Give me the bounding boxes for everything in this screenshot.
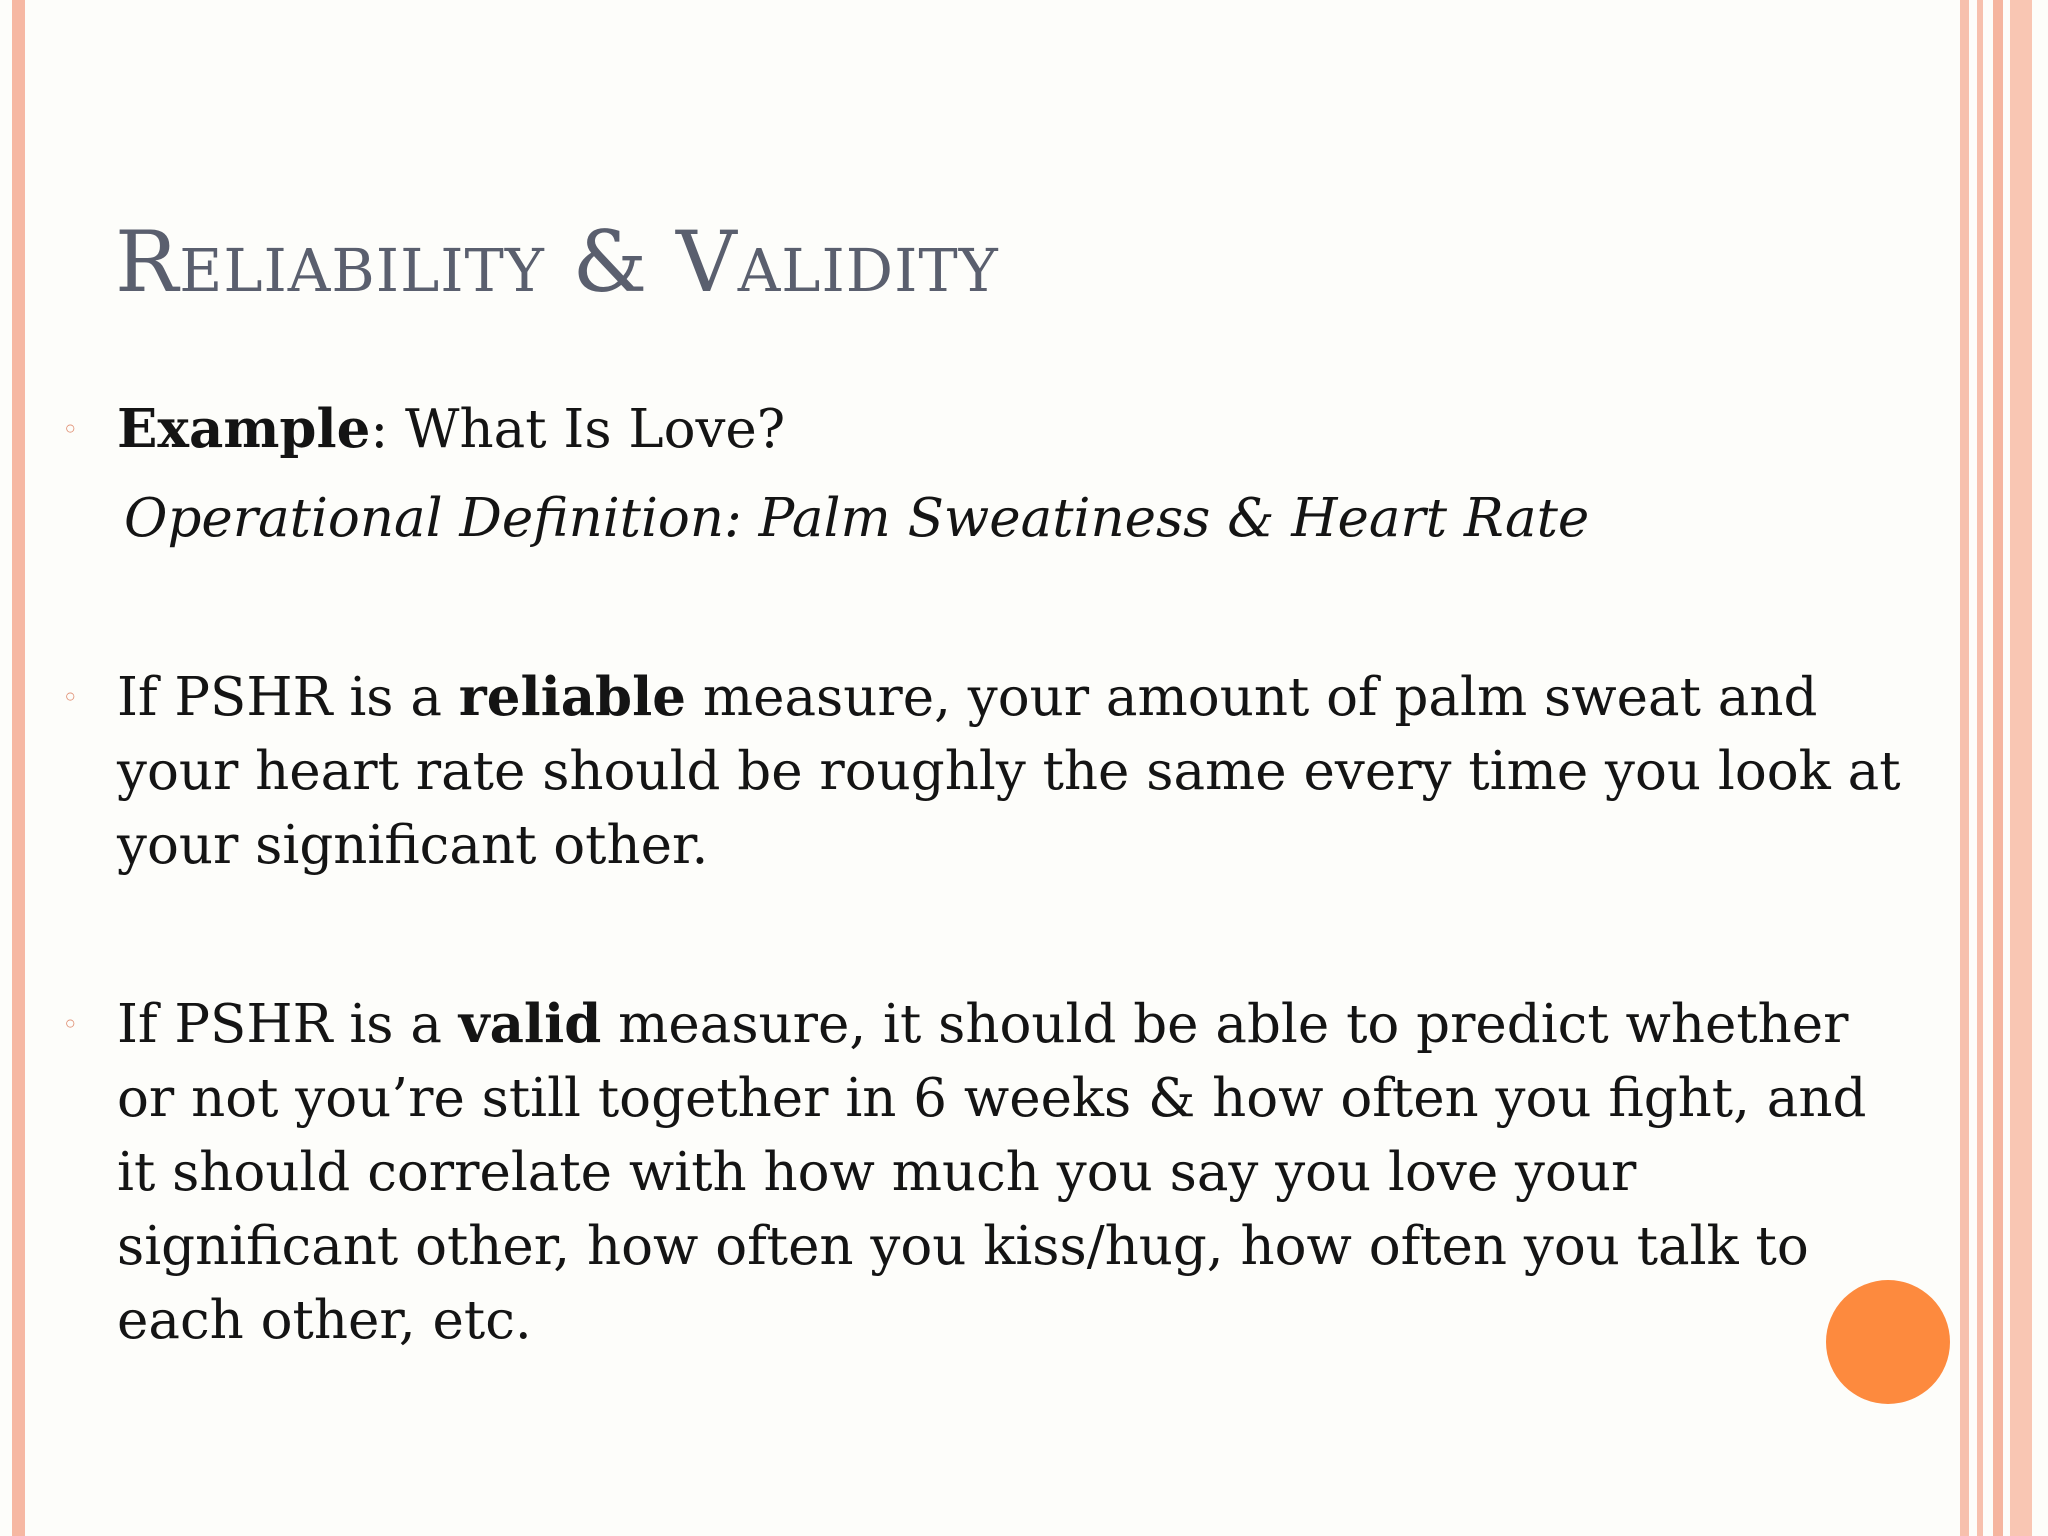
reliability-intro: If PSHR is a [117, 667, 459, 728]
validity-text: measure, it should be able to predict whether or not you’re still together in 6 weeks & how often you fight, and it should correlate with how much you say you love your significant other, how often you kiss/hug, how often you talk to each other, etc. [117, 994, 1867, 1351]
slide-title: Reliability & Validity [115, 213, 999, 311]
example-label: Example [117, 398, 371, 460]
accent-dot [1826, 1280, 1950, 1404]
validity-intro: If PSHR is a [117, 994, 459, 1055]
right-border-stripe [1960, 0, 1969, 1536]
valid-term: valid [458, 993, 602, 1055]
bullet-marker: ◦ [62, 413, 79, 446]
reliability-paragraph [117, 660, 1917, 883]
right-border-stripe [1977, 0, 1983, 1536]
example-question: : What Is Love? [370, 399, 786, 460]
left-border-stripe [12, 0, 25, 1536]
operational-definition: Operational Definition: Palm Sweatiness & Heart Rate [124, 488, 1590, 549]
bullet-marker: ◦ [62, 1008, 79, 1041]
reliable-term: reliable [458, 666, 686, 728]
right-border-stripe [2010, 0, 2032, 1536]
validity-paragraph [117, 987, 1917, 1358]
bullet-example-line [117, 392, 785, 467]
bullet-marker: ◦ [62, 681, 79, 714]
right-border-stripe [1993, 0, 2003, 1536]
reliability-text: measure, your amount of palm sweat and your heart rate should be roughly the same every time you look at your significant other. [117, 667, 1901, 876]
